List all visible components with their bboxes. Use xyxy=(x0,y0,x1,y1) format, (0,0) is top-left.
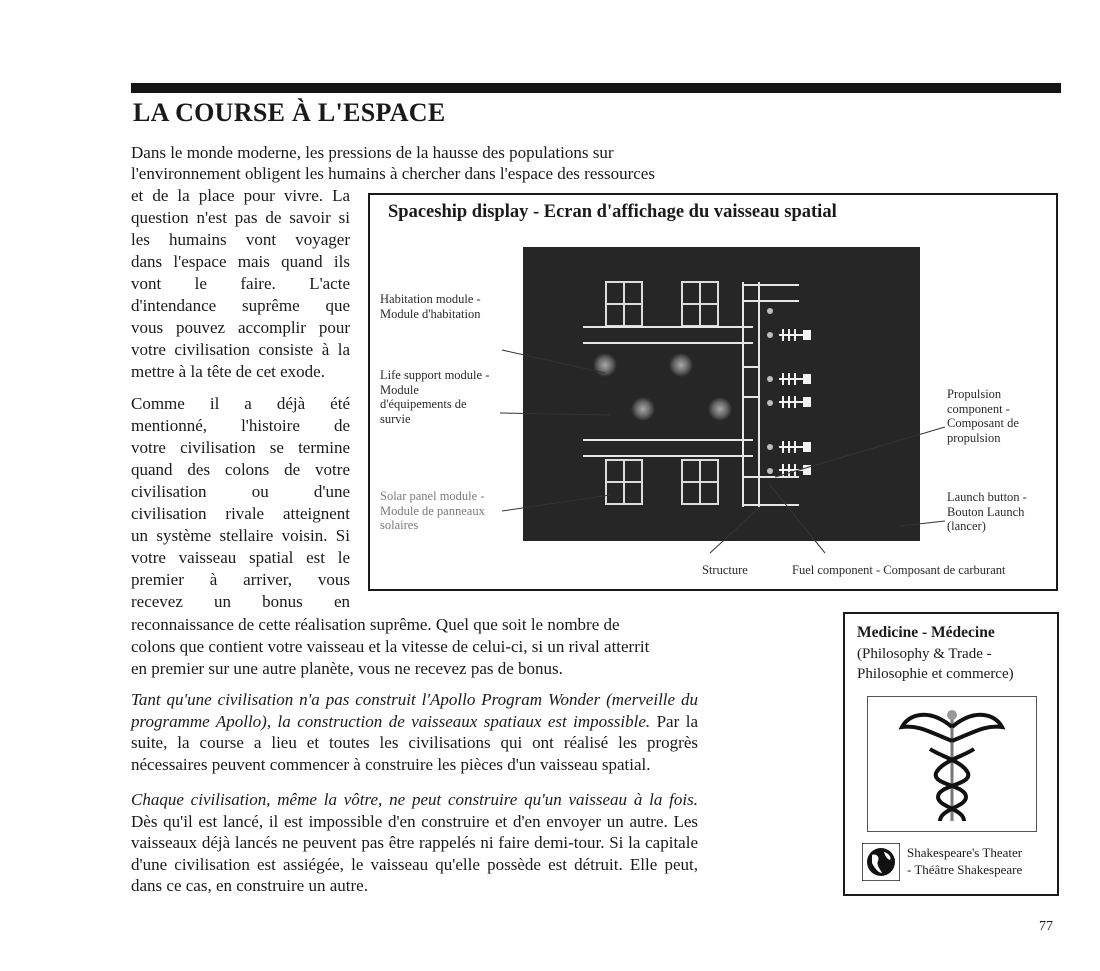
paragraph-2-narrow-line: civilisation rivale atteignent xyxy=(131,504,350,523)
advance-title: Medicine - Médecine xyxy=(857,624,995,641)
paragraph-4-italic: Chaque civilisation, même la vôtre, ne peut construire qu'un vaisseau à la fois. xyxy=(131,790,698,809)
page-number: 77 xyxy=(1039,919,1053,934)
paragraph-4-text: Dès qu'il est lancé, il est impossible d'en construire et d'en envoyer un autre. Les vaisseaux déjà lancés ne peuvent pas être rappelés ni faire demi-tour. Si la capitale d'une civilisation est assiégée, le vaisseau qu'elle possède est détruit. Elle peut, dans ce cas, en construire un autre. xyxy=(131,811,698,895)
paragraph-1-narrow-line: mettre à la tête de cet exode. xyxy=(131,362,325,381)
top-rule xyxy=(131,83,1061,93)
paragraph-1-line-2: l'environnement obligent les humains à chercher dans l'espace des ressources xyxy=(131,164,655,183)
paragraph-3 xyxy=(131,689,698,775)
paragraph-1-narrow-line: les humains vont voyager xyxy=(131,230,350,249)
paragraph-1-narrow-line: votre civilisation consiste à la xyxy=(131,340,350,359)
paragraph-1-narrow-line: et de la place pour vivre. La xyxy=(131,186,350,205)
paragraph-2-narrow-line: Comme il a déjà été xyxy=(131,394,350,413)
paragraph-1-narrow-line: d'intendance suprême que xyxy=(131,296,350,315)
advance-sidebar xyxy=(843,612,1059,896)
figure-title: Spaceship display - Ecran d'affichage du vaisseau spatial xyxy=(388,202,837,222)
paragraph-1-line-1: Dans le monde moderne, les pressions de la hausse des populations sur xyxy=(131,143,614,162)
paragraph-2-narrow-line: recevez un bonus en xyxy=(131,592,350,611)
paragraph-2-narrow-line: votre vaisseau spatial est le xyxy=(131,548,350,567)
paragraph-1-narrow-line: vous pouvez accomplir pour xyxy=(131,318,350,337)
label-life-support: Life support module - Module d'équipements de survie xyxy=(380,368,490,426)
paragraph-2-line: colons que contient votre vaisseau et la vitesse de celui-ci, si un rival atterrit xyxy=(131,637,650,656)
paragraph-2-narrow-line: civilisation ou d'une xyxy=(131,482,350,501)
paragraph-2-narrow-line: quand des colons de votre xyxy=(131,460,350,479)
paragraph-2-narrow-line: premier à arriver, vous xyxy=(131,570,350,589)
label-propulsion: Propulsion component - Composant de propulsion xyxy=(947,387,1019,445)
label-habitation: Habitation module - Module d'habitation xyxy=(380,292,481,321)
paragraph-3-italic: Tant qu'une civilisation n'a pas construit l'Apollo Program Wonder (merveille du programme Apollo), la construction de vaisseaux spatiaux est impossible. xyxy=(131,690,698,731)
wonder-name: Shakespeare's Theater - Théâtre Shakespeare xyxy=(907,845,1023,877)
paragraph-1-narrow-line: vont le faire. L'acte xyxy=(131,274,350,293)
paragraph-4 xyxy=(131,789,698,897)
label-launch-button: Launch button - Bouton Launch (lancer) xyxy=(947,490,1027,533)
label-solar-panel: Solar panel module - Module de panneaux solaires xyxy=(380,489,485,532)
advance-prerequisites: (Philosophy & Trade - Philosophie et commerce) xyxy=(857,646,1014,682)
paragraph-2-narrow-line: mentionné, l'histoire de xyxy=(131,416,350,435)
spaceship-display-figure xyxy=(368,193,1058,591)
page-title: LA COURSE À L'ESPACE xyxy=(133,98,446,127)
paragraph-2-line: en premier sur une autre planète, vous ne recevez pas de bonus. xyxy=(131,659,563,678)
paragraph-2-narrow-line: un système stellaire voisin. Si xyxy=(131,526,350,545)
label-fuel: Fuel component - Composant de carburant xyxy=(792,563,1006,577)
paragraph-3-text: Par la suite, la course a lieu et toutes les civilisations qui ont réalisé les progrès nécessaires peuvent commencer à construire les pièces d'un vaisseau spatial. xyxy=(131,711,698,774)
paragraph-2-narrow-line: votre civilisation se termine xyxy=(131,438,350,457)
globe-icon xyxy=(862,843,900,881)
caduceus-icon xyxy=(867,696,1037,832)
paragraph-1-narrow-line: question n'est pas de savoir si xyxy=(131,208,350,227)
paragraph-2-line: reconnaissance de cette réalisation suprême. Quel que soit le nombre de xyxy=(131,615,620,634)
paragraph-1-narrow-line: dans l'espace mais quand ils xyxy=(131,252,350,271)
label-structure: Structure xyxy=(702,563,748,577)
